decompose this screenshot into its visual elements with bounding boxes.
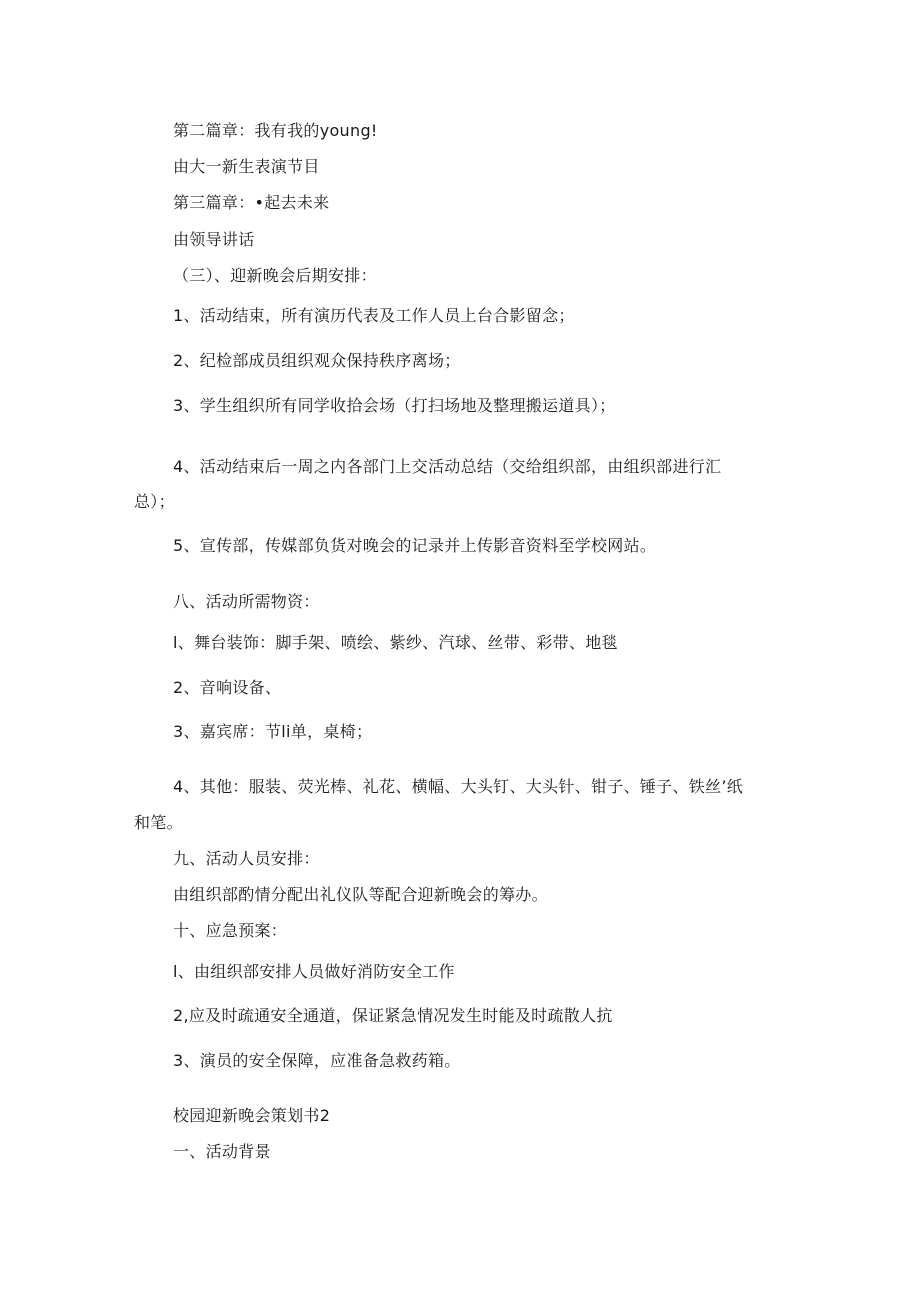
- post-item-3: 3、学生组织所有同学收拾会场（打扫场地及整理搬运道具）；: [173, 396, 616, 415]
- chapter-two-heading: 第二篇章：我有我的young!: [173, 121, 378, 140]
- chapter-two-description: 由大一新生表演节目: [173, 157, 320, 176]
- section-nine-heading: 九、活动人员安排：: [173, 849, 320, 868]
- materials-item-1: l、舞台装饰：脚手架、喷绘、紫纱、汽球、丝带、彩带、地毯: [173, 633, 618, 652]
- emergency-item-3: 3、演员的安全保障，应准备急救药箱。: [173, 1051, 461, 1070]
- emergency-item-2: 2,应及时疏通安全通道，保证紧急情况发生时能及时疏散人抗: [173, 1006, 613, 1025]
- materials-item-4-line-2: 和笔。: [134, 813, 183, 832]
- section-eight-heading: 八、活动所需物资：: [173, 592, 320, 611]
- chapter-three-description: 由领导讲话: [173, 230, 255, 249]
- staff-arrangement-text: 由组织部酌情分配出礼仪队等配合迎新晚会的筹办。: [173, 885, 548, 904]
- materials-item-3: 3、嘉宾席：节li单，桌椅；: [173, 722, 373, 741]
- materials-item-4-line-1: 4、其他：服装、荧光棒、礼花、横幅、大头钉、大头针、钳子、锤子、铁丝’纸: [173, 777, 744, 796]
- post-item-4-line-1: 4、活动结束后一周之内各部门上交活动总结（交给组织部，由组织部进行汇: [173, 457, 722, 476]
- post-item-2: 2、纪检部成员组织观众保持秩序离场；: [173, 351, 461, 370]
- activity-background-heading: 一、活动背景: [173, 1142, 271, 1161]
- materials-item-2: 2、音响设备、: [173, 678, 282, 697]
- section-ten-heading: 十、应急预案：: [173, 921, 288, 940]
- post-item-4-line-2: 总）；: [134, 492, 175, 511]
- document-2-title: 校园迎新晚会策划书2: [173, 1106, 331, 1125]
- section-post-arrangement-heading: （三）、迎新晚会后期安排：: [173, 266, 377, 285]
- post-item-5: 5、宣传部，传媒部负货对晚会的记录并上传影音资料至学校网站。: [173, 536, 657, 555]
- post-item-1: 1、活动结束，所有演历代表及工作人员上台合影留念；: [173, 306, 575, 325]
- emergency-item-1: l、由组织部安排人员做好消防安全工作: [173, 962, 455, 981]
- chapter-three-heading: 第三篇章：•起去未来: [173, 193, 330, 212]
